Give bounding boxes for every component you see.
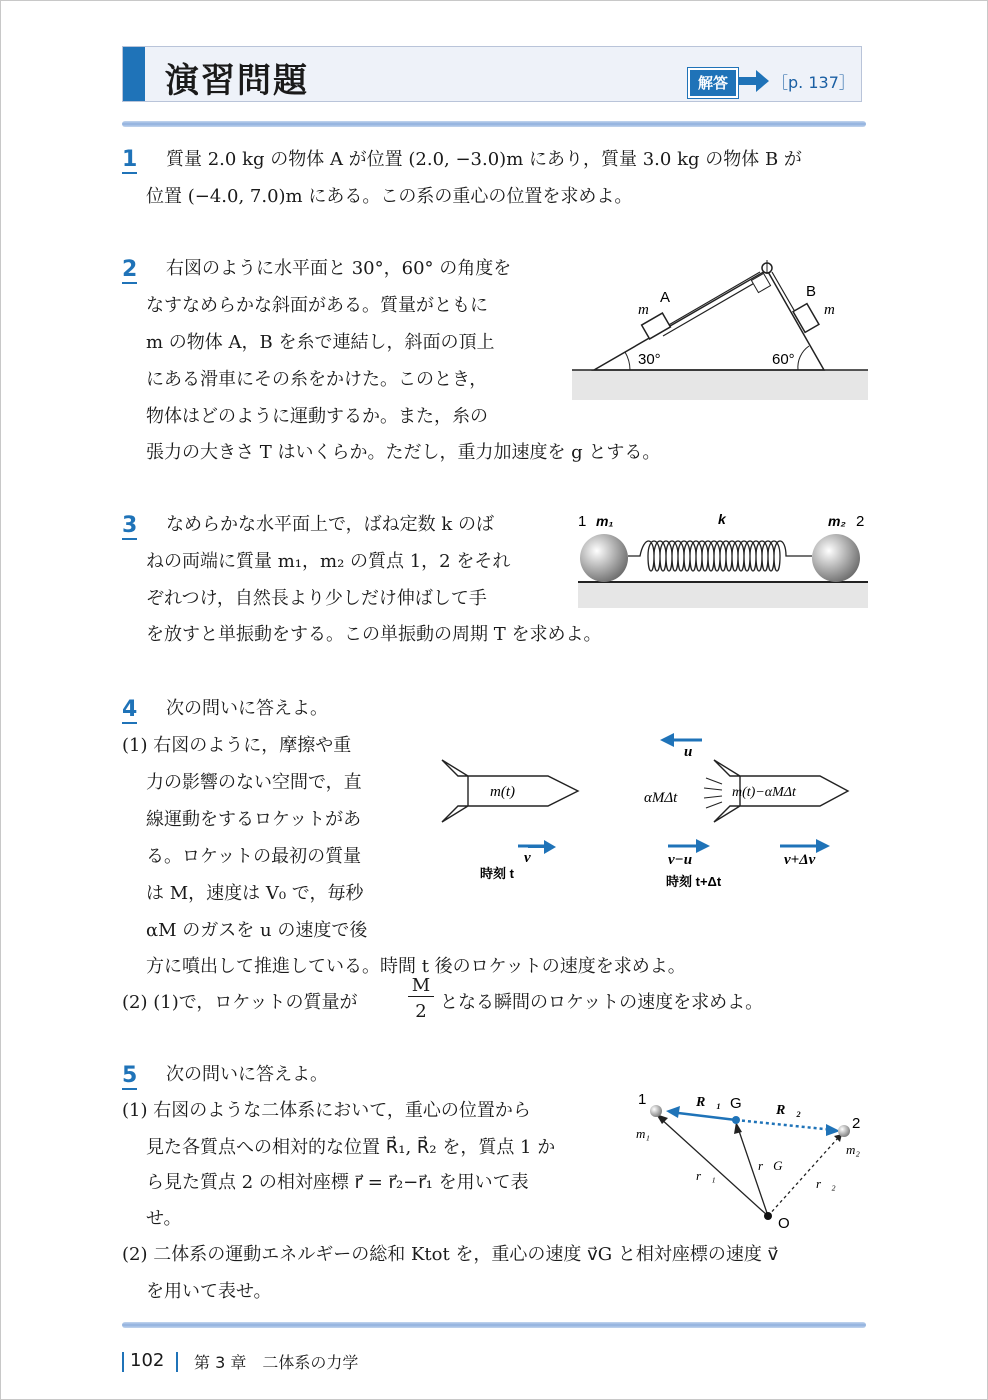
p1-line-2: 位置 (−4.0, 7.0)m にある。この系の重心の位置を求めよ。: [146, 186, 633, 207]
center-of-mass-dot: [732, 1116, 740, 1124]
p2-line-6: 張力の大きさ T はいくらか。ただし，重力加速度を g とする。: [146, 442, 661, 463]
chapter-title: 第 3 章 二体系の力学: [194, 1353, 359, 1372]
ground-strip: [578, 582, 868, 608]
spring-diagram: [574, 508, 868, 608]
problem-number-4: 4: [122, 697, 138, 722]
r1-label: r⃗₁: [696, 1168, 716, 1183]
divider-top: [122, 121, 866, 127]
mass-2-label: m₂: [846, 1142, 860, 1157]
particle-1-label: 1: [578, 513, 587, 530]
particle-2-label: 2: [856, 513, 865, 530]
header-accent-bar: [123, 47, 145, 101]
problem-number-1: 1: [122, 147, 138, 172]
p2-line-4: にある滑車にその糸をかけた。このとき，: [146, 369, 488, 390]
p2-line-2: なすなめらかな斜面がある。質量がともに: [146, 295, 488, 316]
time-t-label: 時刻 t: [480, 866, 514, 881]
ground-strip: [572, 370, 868, 400]
p4-line-3: 線運動をするロケットがあ: [146, 809, 362, 830]
particle-2-dot: [838, 1125, 850, 1137]
mass-ball-2: [812, 534, 860, 582]
particle-1-label: 1: [638, 1091, 647, 1108]
velocity-v-minus-u-label: v−u: [668, 852, 693, 868]
incline-diagram: [572, 250, 868, 402]
velocity-v-plus-arrow: [816, 839, 830, 853]
p1-line-1: 質量 2.0 kg の物体 A が位置 (2.0, −3.0)m にあり，質量 3.0 kg の物体 B が: [166, 149, 802, 170]
p5-intro: 次の問いに答えよ。: [166, 1064, 328, 1085]
p4-q2-after: となる瞬間のロケットの速度を求めよ。: [440, 992, 764, 1013]
divider-bottom: [122, 1322, 866, 1328]
p4-q2-fraction-num: M: [408, 976, 434, 997]
p5-line-5: (2) 二体系の運動エネルギーの総和 Ktot を，重心の速度 v⃗G と相対座標の速度 v⃗: [122, 1244, 779, 1265]
p4-q2-fraction-den: 2: [415, 1001, 427, 1022]
exhaust-u-label: u: [684, 744, 693, 760]
rocket-2-mass: m(t)−αMΔt: [732, 785, 796, 800]
page-number: 102: [130, 1350, 165, 1371]
mass-a: m: [638, 302, 649, 318]
block-b: [793, 304, 819, 333]
p4-line-4: る。ロケットの最初の質量: [146, 846, 362, 867]
p4-line-5: は M，速度は V₀ で，毎秒: [146, 883, 364, 904]
footer-bar-right: [176, 1352, 178, 1372]
p3-line-2: ねの両端に質量 m₁，m₂ の質点 1，2 をそれ: [146, 551, 511, 572]
mass-1-label: m₁: [636, 1126, 650, 1141]
p2-line-3: m の物体 A，B を糸で連結し，斜面の頂上: [146, 332, 495, 353]
origin-label: O: [778, 1215, 790, 1232]
vector-R1-arrow: [666, 1106, 680, 1118]
rocket-diagram: [440, 726, 860, 898]
answer-page-link[interactable]: ［p. 137］: [772, 73, 855, 92]
angle-30: 30°: [638, 351, 661, 368]
label-a: A: [660, 289, 671, 306]
p4-line-7: 方に噴出して推進している。時間 t 後のロケットの速度を求めよ。: [146, 956, 686, 977]
problem-number-2: 2: [122, 257, 138, 282]
footer-bar-left: [122, 1352, 124, 1372]
p2-line-1: 右図のように水平面と 30°，60° の角度を: [166, 258, 512, 279]
R1-label: R⃗₁: [696, 1095, 722, 1110]
problem-number-5: 5: [122, 1063, 138, 1088]
p2-line-5: 物体はどのように運動するか。また，糸の: [146, 406, 488, 427]
gas-mass-label: αMΔt: [644, 790, 678, 806]
mass-ball-1: [580, 534, 628, 582]
p5-line-4: せ。: [146, 1208, 182, 1229]
p3-line-3: ぞれつけ，自然長より少しだけ伸ばして手: [146, 588, 487, 609]
two-body-diagram: [630, 1084, 868, 1232]
angle-60: 60°: [772, 351, 795, 368]
R2-label: R⃗₂: [776, 1103, 802, 1118]
rocket-1-mass: m(t): [490, 784, 515, 800]
arrow-right-icon: [738, 70, 770, 92]
p4-line-6: αM のガスを u の速度で後: [146, 920, 368, 941]
p4-line-2: 力の影響のない空間で，直: [146, 772, 362, 793]
p4-line-1: (1) 右図のように，摩擦や重: [122, 735, 352, 756]
answer-badge: 解答: [688, 68, 738, 98]
mass-2-label: m₂: [828, 513, 846, 529]
p5-line-2: 見た各質点への相対的な位置 R⃗₁, R⃗₂ を，質点 1 か: [146, 1137, 556, 1158]
p3-line-4: を放すと単振動をする。この単振動の周期 T を求めよ。: [146, 624, 602, 645]
spring-constant-label: k: [718, 511, 726, 527]
problem-number-3: 3: [122, 513, 138, 538]
velocity-v-plus-label: v+Δv: [784, 852, 816, 868]
mass-1-label: m₁: [596, 513, 614, 529]
origin-dot: [764, 1212, 772, 1220]
velocity-v-label: v: [524, 850, 531, 866]
label-b: B: [806, 283, 817, 300]
p5-line-3: ら見た質点 2 の相対座標 r⃗ = r⃗₂−r⃗₁ を用いて表: [146, 1172, 529, 1193]
spring-coil: [628, 541, 812, 571]
p5-line-6: を用いて表せ。: [146, 1281, 272, 1302]
exhaust-u-arrow: [660, 733, 674, 747]
section-title: 演習問題: [165, 61, 309, 101]
p4-intro: 次の問いに答えよ。: [166, 698, 328, 719]
particle-2-label: 2: [852, 1115, 861, 1132]
velocity-v-minus-u-arrow: [696, 839, 710, 853]
mass-b: m: [824, 302, 835, 318]
p5-line-1: (1) 右図のような二体系において，重心の位置から: [122, 1100, 531, 1121]
time-t-dt-label: 時刻 t+Δt: [666, 874, 722, 889]
G-label: G: [730, 1095, 742, 1112]
p3-line-1: なめらかな水平面上で，ばね定数 k のば: [166, 514, 494, 535]
p4-q2-before: (2) (1)で，ロケットの質量が: [122, 992, 358, 1013]
r2-label: r⃗₂: [816, 1176, 836, 1191]
vector-R2-arrow: [826, 1124, 840, 1136]
particle-1-dot: [650, 1105, 662, 1117]
rG-label: r⃗G: [758, 1158, 783, 1173]
